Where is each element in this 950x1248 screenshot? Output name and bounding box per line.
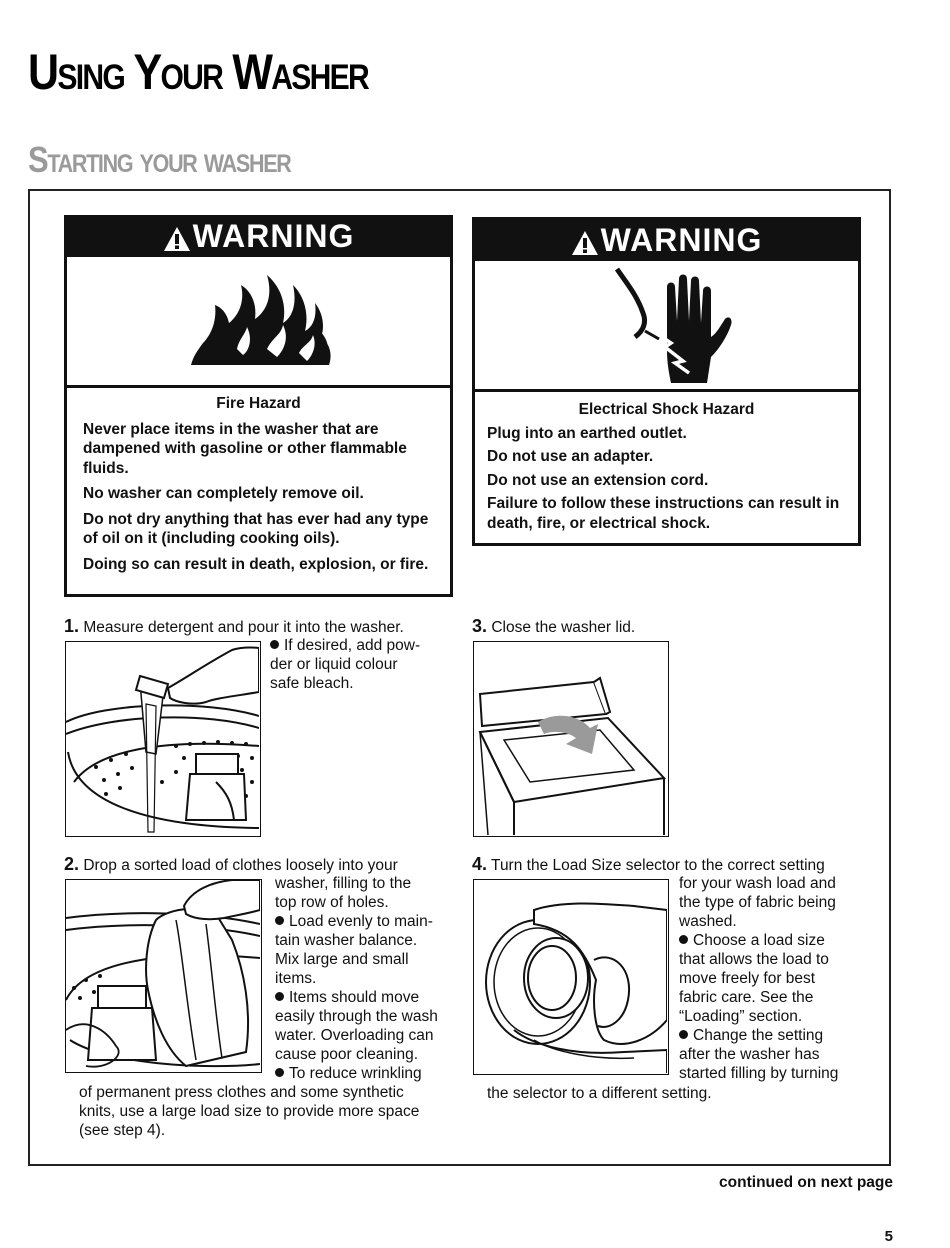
step-note: started filling by turning xyxy=(679,1065,839,1082)
warning-line: Do not use an extension cord. xyxy=(487,471,709,489)
close-lid-illustration xyxy=(473,641,669,837)
step-4-heading xyxy=(472,855,825,875)
warning-line: Failure to follow these instructions can result in death, fire, or electrical shock. xyxy=(487,495,840,532)
warning-label: WARNING xyxy=(600,222,763,258)
page-number: 5 xyxy=(884,1228,893,1245)
fire-pictogram xyxy=(67,257,450,388)
step-number: 2. xyxy=(64,854,80,874)
step-note: move freely for best xyxy=(679,970,816,987)
section-title: Starting your washer xyxy=(28,139,291,180)
hazard-title: Electrical Shock Hazard xyxy=(578,401,755,418)
step-note: Load evenly to main- xyxy=(275,912,438,931)
load-size-selector-illustration xyxy=(473,879,669,1075)
step-note: Mix large and small xyxy=(275,951,409,968)
warning-label: WARNING xyxy=(192,218,355,254)
clothes-load-icon xyxy=(66,880,260,1071)
load-clothes-illustration xyxy=(65,879,262,1073)
step-note: for your wash load and xyxy=(679,875,836,892)
step-note: the selector to a different setting. xyxy=(487,1085,712,1102)
continued-note: continued on next page xyxy=(719,1174,893,1191)
alert-triangle-icon xyxy=(163,226,191,252)
step-2-notes xyxy=(275,874,438,1083)
step-note: tain washer balance. xyxy=(275,932,418,949)
warning-header xyxy=(67,218,450,257)
alert-triangle-icon xyxy=(571,230,599,256)
step-text: Close the washer lid. xyxy=(491,619,636,636)
warning-header xyxy=(475,220,858,261)
step-note: “Loading” section. xyxy=(679,1008,803,1025)
step-note: washed. xyxy=(679,913,737,930)
fire-warning-text xyxy=(67,388,450,574)
step-note: Items should move xyxy=(275,988,438,1007)
step-note: top row of holes. xyxy=(275,894,389,911)
step-note: If desired, add pow- xyxy=(270,636,420,655)
step-note: fabric care. See the xyxy=(679,989,814,1006)
selector-knob-icon xyxy=(474,880,667,1073)
step-3-heading xyxy=(472,617,635,637)
step-note: after the washer has xyxy=(679,1046,820,1063)
warning-line: Doing so can result in death, explosion, or fire. xyxy=(83,555,429,573)
bullet-icon xyxy=(275,916,284,925)
warning-line: Do not use an adapter. xyxy=(487,448,654,465)
step-note: (see step 4). xyxy=(79,1122,166,1139)
step-note: items. xyxy=(275,970,317,987)
page-title: Using Your Washer xyxy=(28,44,369,100)
step-note: der or liquid colour xyxy=(270,656,398,673)
step-note: the type of fabric being xyxy=(679,894,836,911)
warning-line: Do not dry anything that has ever had any type of oil on it (including cooking oils). xyxy=(83,510,429,547)
step-number: 1. xyxy=(64,616,80,636)
washer-lid-icon xyxy=(474,642,667,835)
fire-warning-box xyxy=(64,215,453,597)
step-2-heading xyxy=(64,855,398,875)
step-note: that allows the load to xyxy=(679,951,829,968)
pour-detergent-illustration xyxy=(65,641,261,837)
warning-line: Never place items in the washer that are dampened with gasoline or other flammable fluids. xyxy=(83,420,407,477)
bullet-icon xyxy=(270,640,279,649)
warning-line: No washer can completely remove oil. xyxy=(83,485,364,502)
step-4-notes xyxy=(679,874,838,1083)
bullet-icon xyxy=(679,1030,688,1039)
step-note: Change the setting xyxy=(679,1026,838,1045)
step-note: safe bleach. xyxy=(270,675,354,692)
step-number: 3. xyxy=(472,616,488,636)
step-note: To reduce wrinkling xyxy=(275,1064,438,1083)
step-note: knits, use a large load size to provide more space xyxy=(79,1103,420,1120)
step-note: cause poor cleaning. xyxy=(275,1046,419,1063)
fire-icon xyxy=(67,257,450,385)
step-note: of permanent press clothes and some synthetic xyxy=(79,1084,404,1101)
shock-warning-text xyxy=(475,392,858,533)
electric-shock-hand-icon xyxy=(475,261,858,389)
step-1-notes xyxy=(270,636,420,693)
hazard-title: Fire Hazard xyxy=(216,395,301,412)
bullet-icon xyxy=(275,992,284,1001)
shock-warning-box xyxy=(472,217,861,546)
shock-pictogram xyxy=(475,261,858,392)
step-note: water. Overloading can xyxy=(275,1027,434,1044)
step-note: Choose a load size xyxy=(679,931,838,950)
step-note: washer, filling to the xyxy=(275,875,412,892)
step-note: easily through the wash xyxy=(275,1008,438,1025)
step-1-heading xyxy=(64,617,404,637)
step-2-tail xyxy=(79,1083,419,1140)
step-text: Turn the Load Size selector to the correct setting xyxy=(491,857,825,874)
bullet-icon xyxy=(679,935,688,944)
step-text: Measure detergent and pour it into the washer. xyxy=(83,619,404,636)
bullet-icon xyxy=(275,1068,284,1077)
step-4-tail xyxy=(487,1084,712,1103)
warning-line: Plug into an earthed outlet. xyxy=(487,424,687,442)
detergent-pour-icon xyxy=(66,642,259,835)
step-text: Drop a sorted load of clothes loosely into your xyxy=(83,857,398,874)
step-number: 4. xyxy=(472,854,488,874)
